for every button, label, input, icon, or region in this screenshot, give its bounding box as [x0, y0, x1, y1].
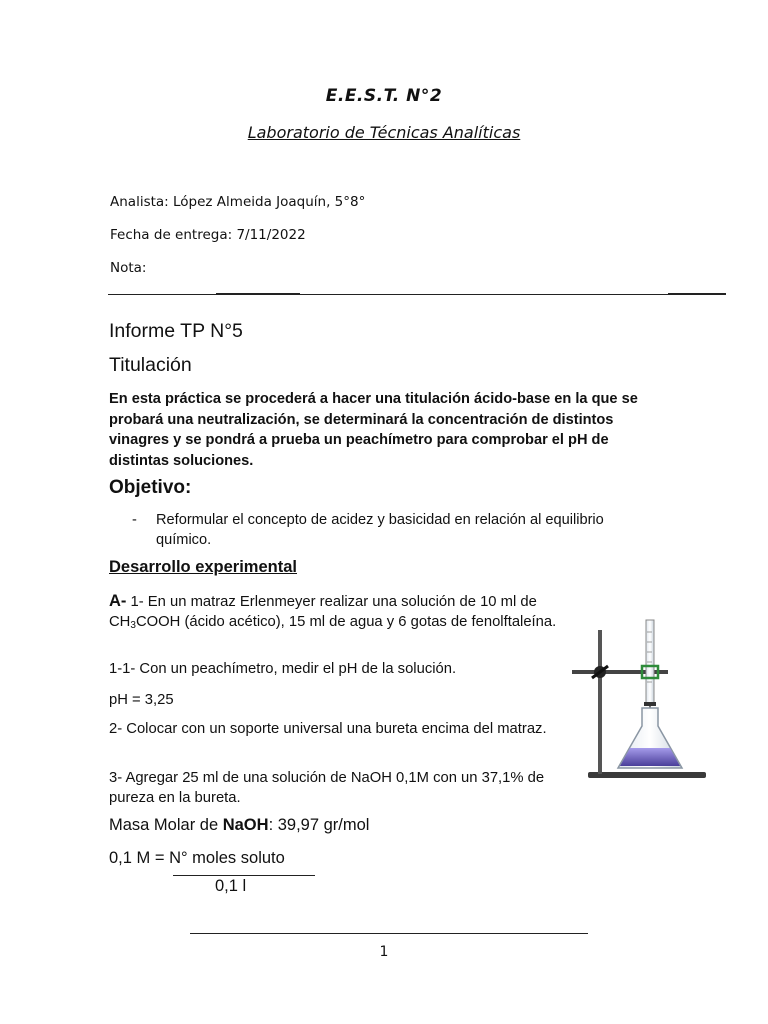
step1-subscript: 3	[130, 620, 136, 631]
objective-heading: Objetivo:	[109, 477, 192, 498]
development-heading: Desarrollo experimental	[109, 558, 297, 576]
step-3: 3- Agregar 25 ml de una solución de NaOH 0,1M con un 37,1% de pureza en la bureta.	[109, 770, 545, 806]
lab-title: Laboratorio de Técnicas Analíticas	[247, 123, 521, 142]
titration-apparatus-image	[566, 612, 716, 782]
bullet-dash: -	[132, 512, 137, 528]
section-a-label: A-	[109, 592, 127, 610]
objective-text: Reformular el concepto de acidez y basicidad en relación al equilibrio químico.	[156, 512, 604, 548]
intro-paragraph: En esta práctica se procederá a hacer una titulación ácido-base en la que se probará una neutralización, se determinará la concentración de distintos vinagres y se pondrá a prueba un peachímetro para comprobar el pH de distintas soluciones.	[109, 391, 638, 469]
page-number: 1	[379, 944, 389, 960]
analyst-label: Analista:	[110, 194, 169, 210]
analyst-line	[110, 194, 365, 210]
date-value: 7/11/2022	[236, 227, 306, 243]
report-topic: Titulación	[109, 354, 192, 376]
step-1-1: 1-1- Con un peachímetro, medir el pH de la solución.	[109, 661, 457, 677]
footer-rule	[190, 933, 588, 934]
equation-denominator: 0,1 l	[215, 877, 247, 895]
step-1	[109, 591, 599, 636]
step1-text-b: COOH (ácido acético), 15 ml de agua y 6 gotas de fenolftaleína.	[135, 614, 557, 630]
step1-text-a: 1- En un matraz Erlenmeyer realizar una solución de 10 ml de CH	[109, 594, 537, 630]
school-title: E.E.S.T. N°2	[325, 86, 443, 106]
equation-numerator: 0,1 M = N° moles soluto	[109, 849, 285, 867]
molar-value: : 39,97 gr/mol	[268, 816, 370, 834]
molar-compound: NaOH	[222, 816, 269, 834]
date-line	[110, 227, 306, 243]
grade-label: Nota:	[110, 260, 147, 276]
burette-stand-illustration	[566, 612, 716, 782]
step-2: 2- Colocar con un soporte universal una bureta encima del matraz.	[109, 721, 547, 737]
molar-mass-line	[109, 815, 509, 835]
molar-label: Masa Molar de	[109, 816, 223, 834]
grade-line	[110, 260, 146, 276]
report-title: Informe TP N°5	[109, 320, 243, 342]
analyst-value: López Almeida Joaquín, 5°8°	[173, 194, 366, 210]
date-label: Fecha de entrega:	[110, 227, 233, 243]
fraction-bar	[173, 875, 315, 876]
header-divider	[108, 294, 726, 295]
ph-value: pH = 3,25	[109, 692, 174, 708]
